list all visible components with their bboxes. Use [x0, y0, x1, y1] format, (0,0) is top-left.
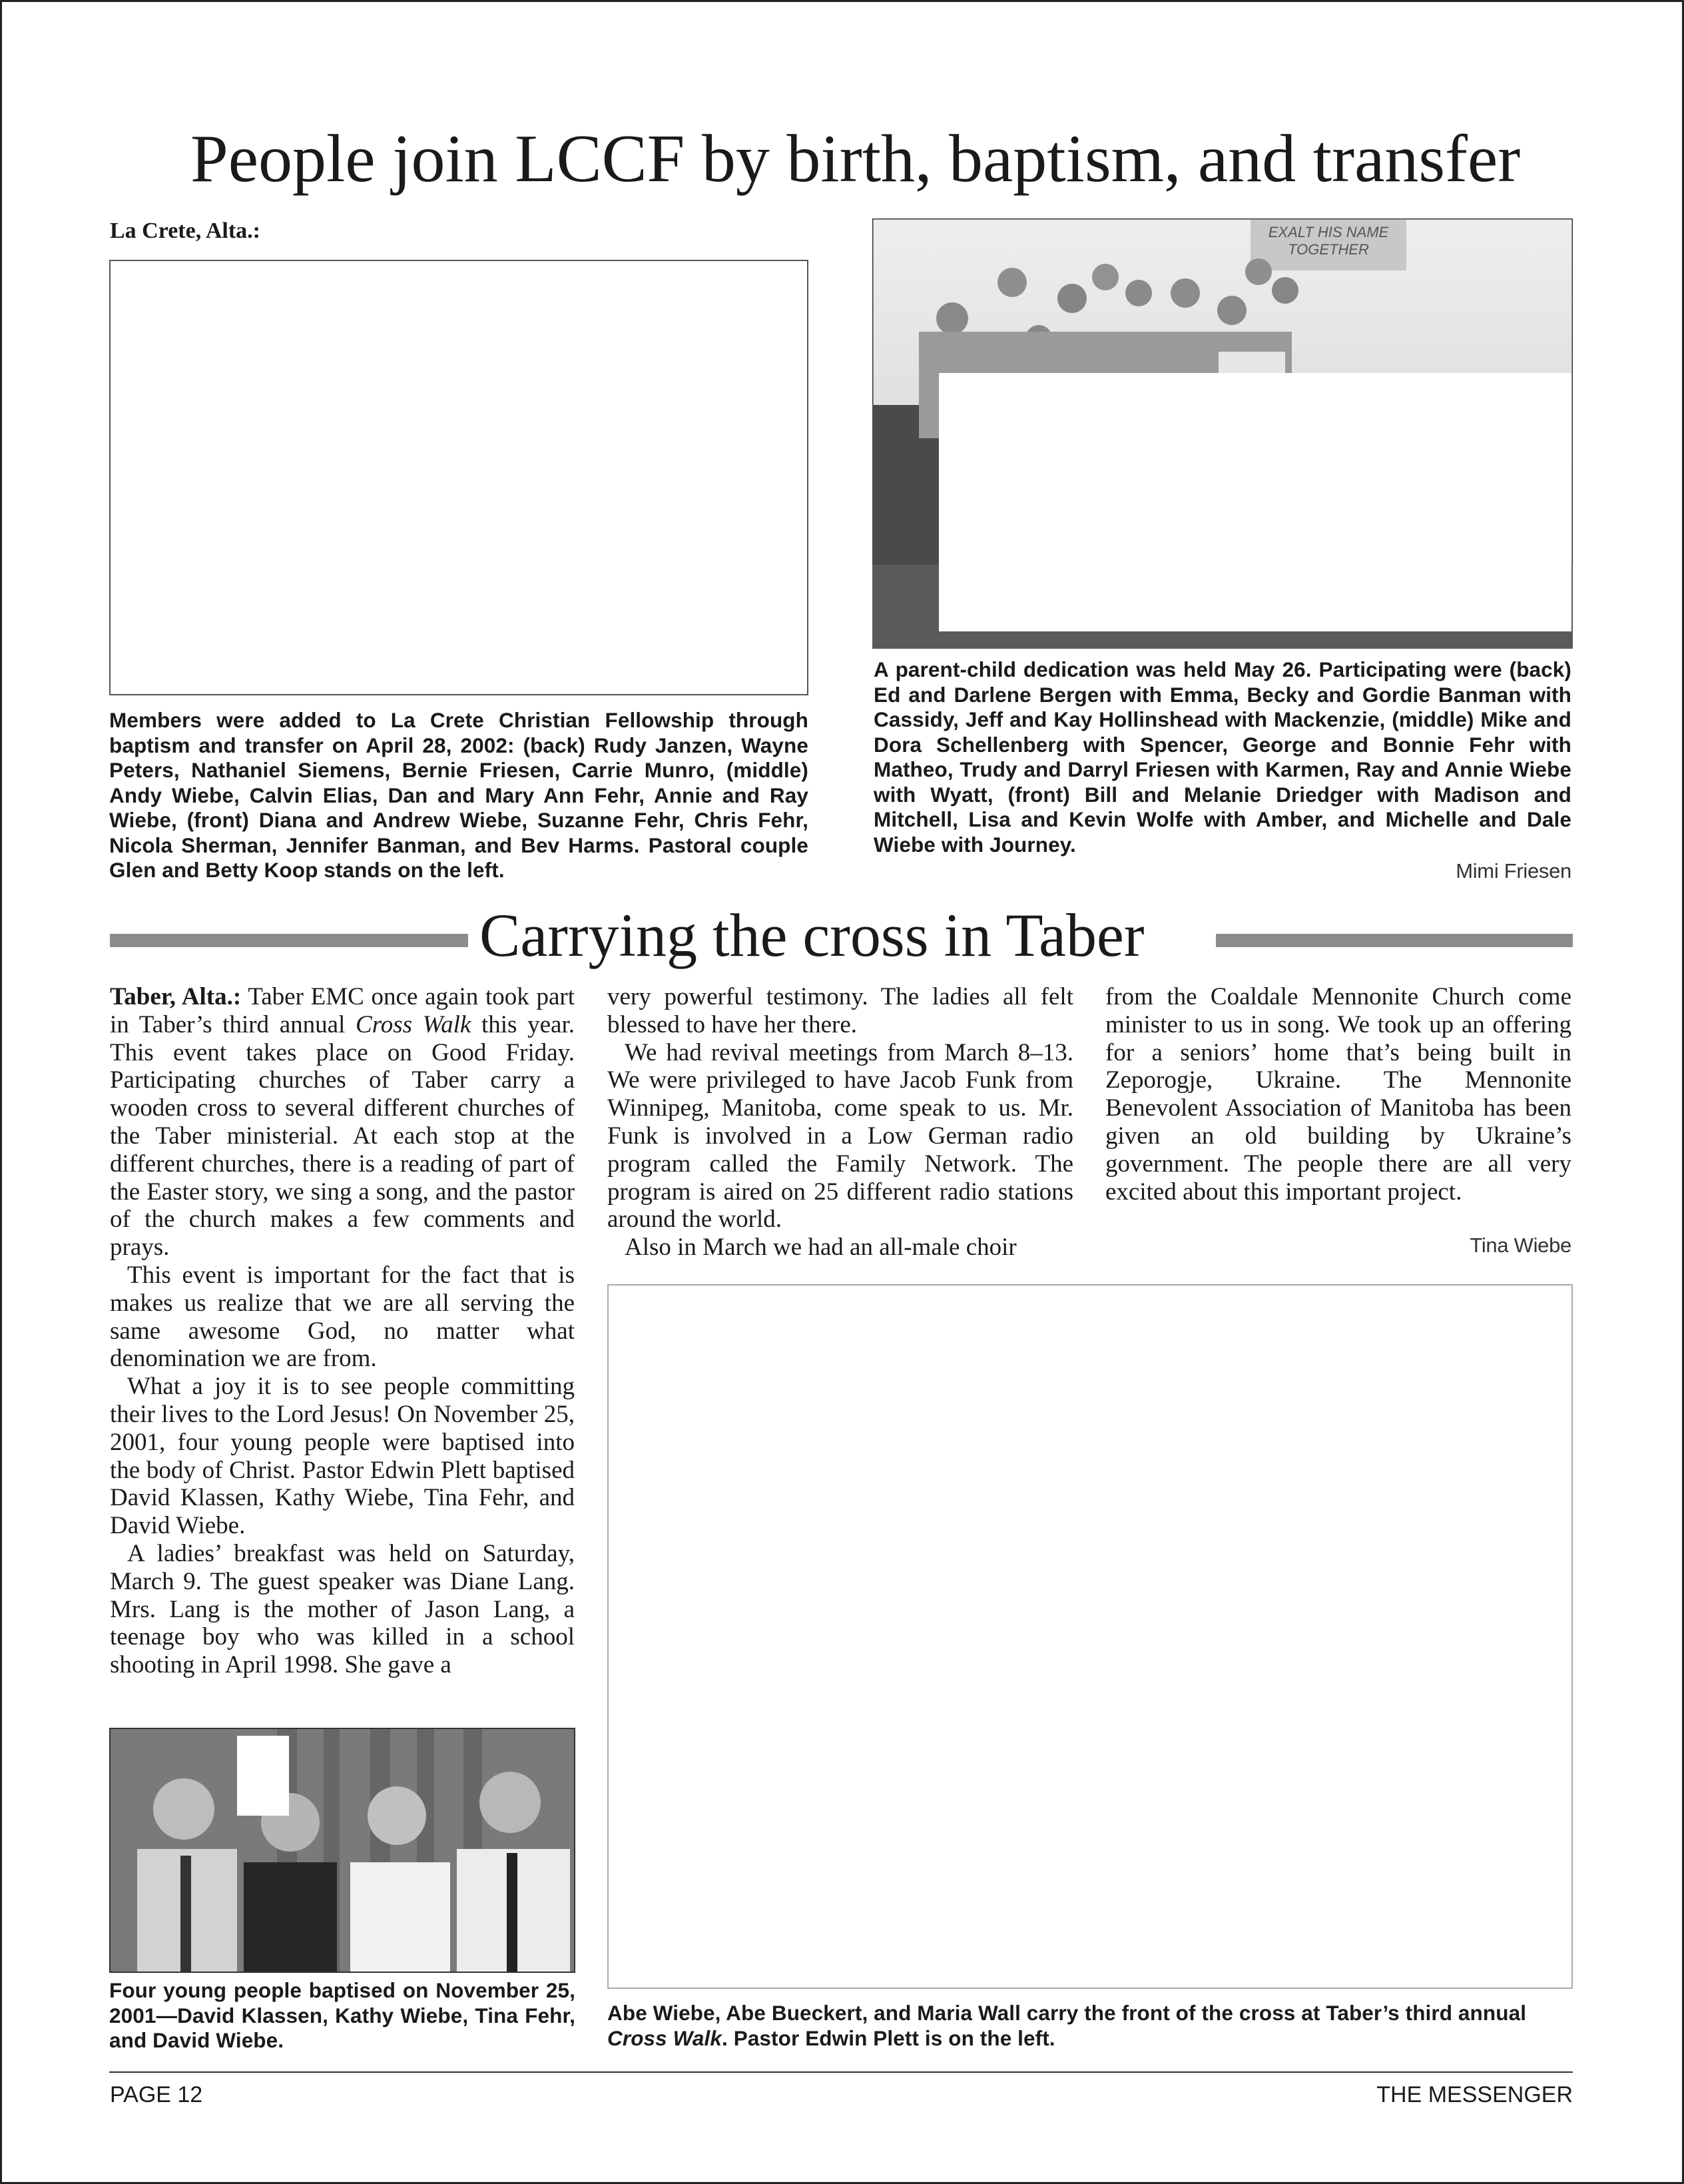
article1-headline: People join LCCF by birth, baptism, and transfer: [190, 121, 1521, 196]
article2-credit: Tina Wiebe: [1470, 1234, 1571, 1257]
baptism-caption: Four young people baptised on November 25, 2001—David Klassen, Kathy Wiebe, Tina Fehr, and David Wiebe.: [109, 1978, 575, 2052]
crosswalk-caption-italic: Cross Walk: [607, 2025, 722, 2050]
crosswalk-caption: [607, 2001, 1573, 2051]
headline-rule-right: [1216, 934, 1573, 947]
footer-publication: THE MESSENGER: [1376, 2082, 1573, 2107]
article2-column-2: [607, 983, 1073, 1262]
col1-p1-end: this year. This event takes place on Good Friday. Participating churches of Taber carry a wooden cross to several different churches of the Taber ministerial. At each stop at the different churches, there is a reading of part of the Easter story, we sing a song, and the pastor of the church makes a few comments and prays.: [110, 1010, 575, 1262]
crosswalk-photo: [607, 1284, 1573, 1989]
col2-paragraph-2: We had revival meetings from March 8–13. We were privileged to have Jacob Funk from Winnipeg, Manitoba, come speak to us. Mr. Funk is involved in a Low German radio program called the Family Network. The program is aired on 25 different radio stations around the world.: [607, 1038, 1073, 1234]
banner-line-2: TOGETHER: [1288, 241, 1369, 258]
footer-page-number: PAGE 12: [110, 2082, 203, 2107]
article2-column-1: [110, 983, 575, 1679]
col1-paragraph-1: [110, 983, 575, 1262]
dedication-caption: A parent-child dedication was held May 26. Participating were (back) Ed and Darlene Bergen with Emma, Becky and Gordie Banman with Cassidy, Jeff and Kay Hollinshead with Mackenzie, (middle) Mike and Dora Schellenberg with Spencer, George and Bonnie Fehr with Matheo, Trudy and Darryl Friesen with Karmen, Ray and Annie Wiebe with Wyatt, (front) Bill and Melanie Driedger with Madison and Mitchell, Lisa and Kevin Wolfe with Amber, and Michelle and Dale Wiebe with Journey.: [874, 657, 1571, 857]
baptism-photo-image: [111, 1729, 575, 1973]
dedication-photo-image: [872, 218, 1573, 649]
baptism-photo: [109, 1728, 575, 1973]
lccf-members-photo: [109, 260, 808, 695]
col3-paragraph-1: from the Coaldale Mennonite Church come minister to us in song. We took up an offering for a seniors’ home that’s being built in Zeporogje, Ukraine. The Mennonite Benevolent Association of Manitoba has been given an old building by Ukraine’s government. The people there are all very excited about this important project.: [1105, 983, 1571, 1206]
article2-column-3: [1105, 983, 1571, 1206]
col1-paragraph-2: This event is important for the fact that is makes us realize that we are all serving the same awesome God, no matter what denomination we are from.: [110, 1261, 575, 1373]
lccf-members-caption: Members were added to La Crete Christian Fellowship through baptism and transfer on April 28, 2002: (back) Rudy Janzen, Wayne Peters, Nathaniel Siemens, Bernie Friesen, Carrie Munro, (middle) Andy Wiebe, Calvin Elias, Dan and Mary Ann Fehr, Annie and Ray Wiebe, (front) Diana and Andrew Wiebe, Suzanne Fehr, Chris Fehr, Nicola Sherman, Jennifer Banman, and Bev Harms. Pastoral couple Glen and Betty Koop stands on the left.: [109, 708, 808, 882]
crosswalk-caption-text: Abe Wiebe, Abe Bueckert, and Maria Wall carry the front of the cross at Taber’s third annual: [607, 2001, 1527, 2025]
article2-headline: Carrying the cross in Taber: [479, 901, 1145, 969]
col1-p1-text: Taber EMC once again took part in Taber’s third annual: [110, 983, 575, 1038]
col1-paragraph-3: What a joy it is to see people committing their lives to the Lord Jesus! On November 25, 2001, four young people were baptised into the body of Christ. Pastor Edwin Plett baptised David Klassen, Kathy Wiebe, Tina Fehr, and David Wiebe.: [110, 1373, 575, 1540]
headline-rule-left: [110, 934, 468, 947]
crosswalk-caption-end: . Pastor Edwin Plett is on the left.: [722, 2025, 1055, 2050]
col1-p1-italic: Cross Walk: [356, 1010, 471, 1038]
dedication-photo: [872, 218, 1573, 649]
col2-paragraph-1: very powerful testimony. The ladies all felt blessed to have her there.: [607, 983, 1073, 1038]
article2-dateline: Taber, Alta.:: [110, 983, 242, 1010]
col1-paragraph-4: A ladies’ breakfast was held on Saturday, March 9. The guest speaker was Diane Lang. Mrs. Lang is the mother of Jason Lang, a teenage boy who was killed in a school shooting in April 1998. She gave a: [110, 1539, 575, 1679]
article1-dateline: La Crete, Alta.:: [110, 218, 260, 243]
dedication-banner-text: [1252, 224, 1405, 258]
col2-paragraph-3: Also in March we had an all-male choir: [625, 1234, 1017, 1262]
article1-credit: Mimi Friesen: [1456, 859, 1571, 883]
banner-line-1: EXALT HIS NAME: [1268, 224, 1389, 240]
footer-rule: [109, 2071, 1573, 2073]
